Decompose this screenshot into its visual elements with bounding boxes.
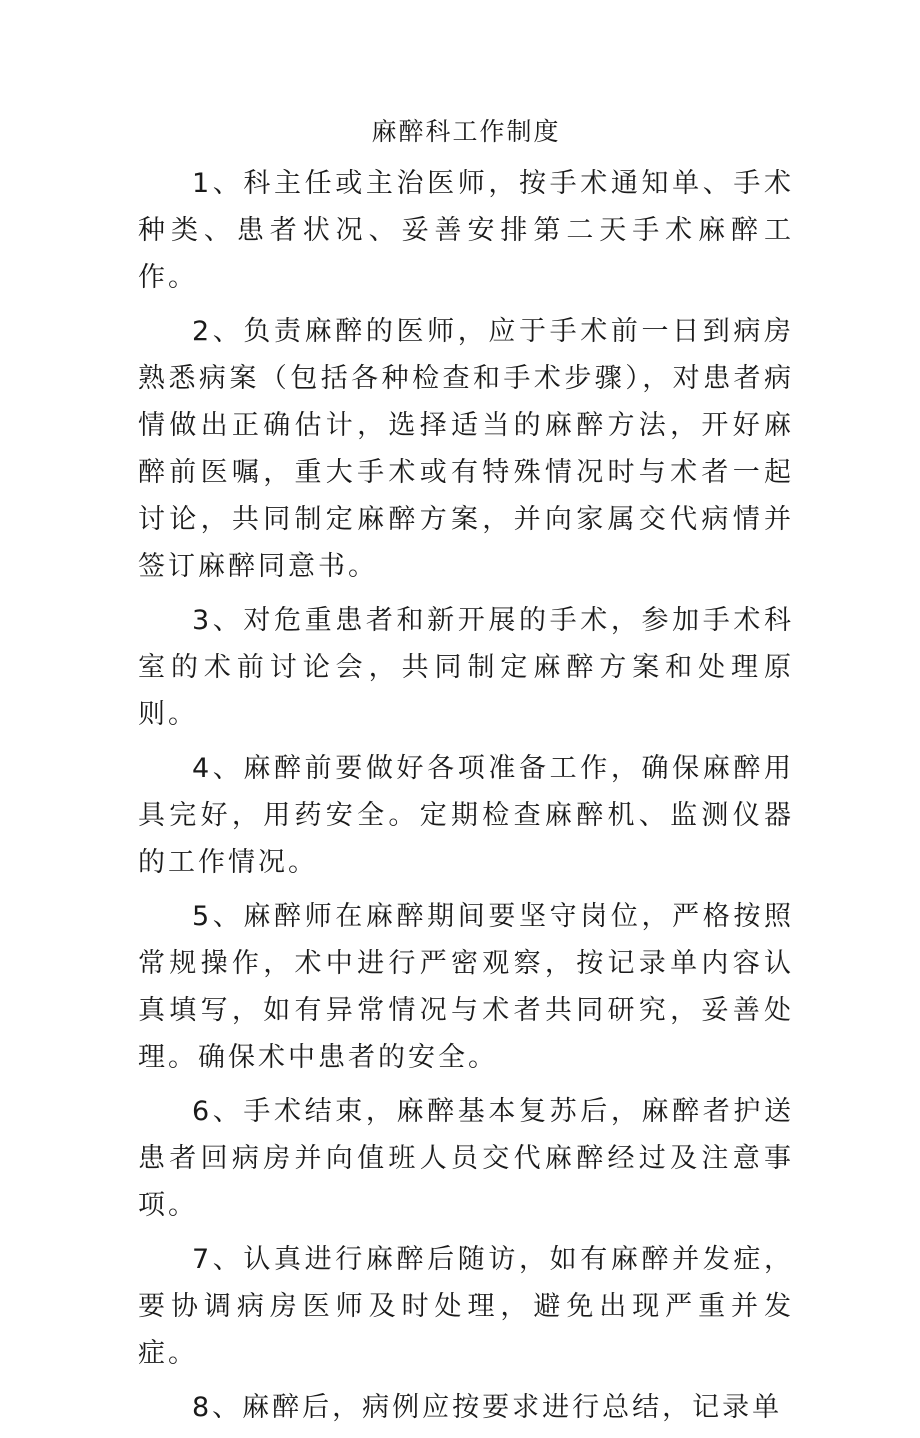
paragraph-7: 7、认真进行麻醉后随访，如有麻醉并发症，要协调病房医师及时处理，避免出现严重并发症。	[138, 1244, 794, 1369]
document-title: 麻醉科工作制度	[371, 117, 561, 146]
paragraph-4: 4、麻醉前要做好各项准备工作，确保麻醉用具完好，用药安全。定期检查麻醉机、监测仪器的工作情况。	[138, 753, 794, 878]
paragraph-3: 3、对危重患者和新开展的手术，参加手术科室的术前讨论会，共同制定麻醉方案和处理原则。	[138, 605, 794, 730]
paragraph-5: 5、麻醉师在麻醉期间要坚守岗位，严格按照常规操作，术中进行严密观察，按记录单内容认真填写，如有异常情况与术者共同研究，妥善处理。确保术中患者的安全。	[138, 901, 794, 1073]
paragraph-8: 8、麻醉后，病例应按要求进行总结，记录单	[192, 1392, 783, 1423]
document-page	[138, 112, 794, 1438]
paragraph-2: 2、负责麻醉的医师，应于手术前一日到病房熟悉病案（包括各种检查和手术步骤），对患者病情做出正确估计，选择适当的麻醉方法，开好麻醉前医嘱，重大手术或有特殊情况时与术者一起讨论，共同制定麻醉方案，并向家属交代病情并签订麻醉同意书。	[138, 316, 794, 582]
paragraph-6: 6、手术结束，麻醉基本复苏后，麻醉者护送患者回病房并向值班人员交代麻醉经过及注意事项。	[138, 1096, 794, 1221]
paragraph-1: 1、科主任或主治医师，按手术通知单、手术种类、患者状况、妥善安排第二天手术麻醉工作。	[138, 168, 794, 293]
